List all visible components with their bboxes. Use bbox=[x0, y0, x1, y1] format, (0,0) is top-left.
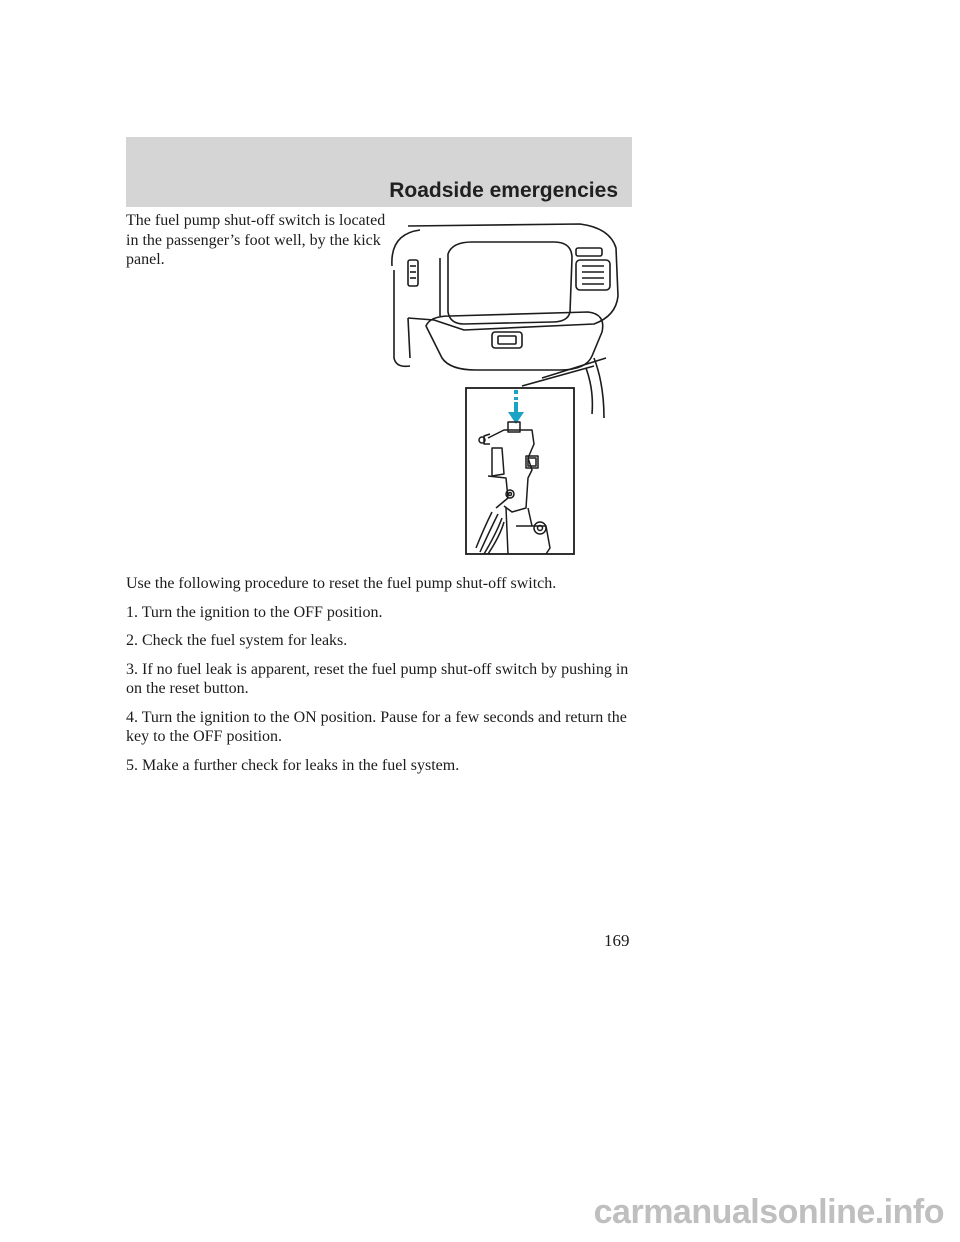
page-number: 169 bbox=[604, 931, 630, 950]
procedure-step-5: 5. Make a further check for leaks in the fuel system. bbox=[126, 756, 460, 774]
section-header-band bbox=[126, 137, 632, 207]
procedure-step-3: 3. If no fuel leak is apparent, reset the fuel pump shut-off switch by pushing in on the reset button. bbox=[126, 660, 629, 697]
watermark: carmanualsonline.info bbox=[593, 1193, 944, 1231]
procedure-step-4: 4. Turn the ignition to the ON position. Pause for a few seconds and return the key to the OFF position. bbox=[126, 708, 627, 745]
intro-paragraph: The fuel pump shut-off switch is located in the passenger’s foot well, by the kick panel. bbox=[126, 212, 386, 268]
procedure-step-1: 1. Turn the ignition to the OFF position. bbox=[126, 603, 383, 621]
reset-procedure bbox=[126, 574, 646, 784]
procedure-lead: Use the following procedure to reset the fuel pump shut-off switch. bbox=[126, 575, 557, 592]
procedure-step-2: 2. Check the fuel system for leaks. bbox=[126, 632, 348, 649]
section-title: Roadside emergencies bbox=[389, 179, 618, 202]
fuel-pump-switch-illustration bbox=[380, 208, 640, 568]
